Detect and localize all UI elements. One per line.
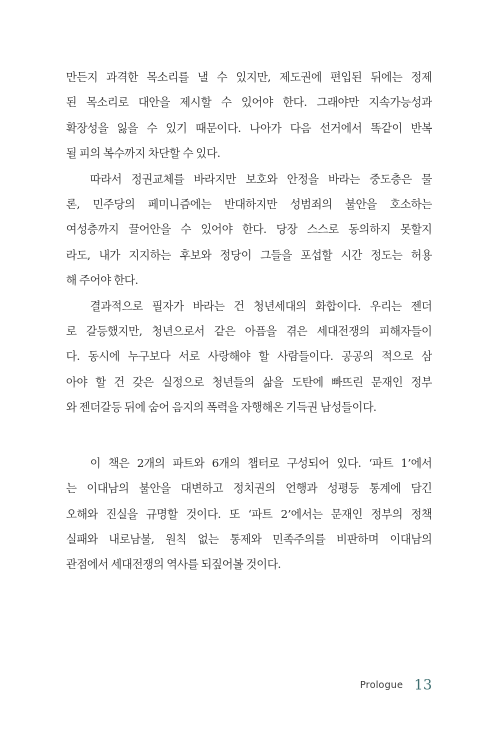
text-line: 해 주어야 한다. [66,274,139,288]
text-line: 여성층까지 끌어안을 수 있어야 한다. 당장 스스로 동의하지 못할지 [66,223,432,237]
page-number: 13 [414,677,432,694]
text-line: 실패와 내로남불, 원칙 없는 통제와 민족주의를 비판하며 이대남의 [66,532,432,546]
text-line: 라도, 내가 지지하는 후보와 정당이 그들을 포섭할 시간 정도는 허용 [66,248,432,262]
text-line: 론, 민주당의 페미니즘에는 반대하지만 성범죄의 불안을 호소하는 [66,198,432,212]
text-line: 아야 할 건 갖은 실정으로 청년들의 삶을 도탄에 빠뜨린 문재인 정부 [66,375,432,389]
text-line: 이 책은 2개의 파트와 6개의 챕터로 구성되어 있다. ‘파트 1’에서 [90,456,432,470]
text-line: 오해와 진실을 규명할 것이다. 또 ‘파트 2’에서는 문재인 정부의 정책 [66,507,432,521]
text-line: 될 피의 복수까지 차단할 수 있다. [66,147,221,161]
page-footer [0,675,432,694]
text-line: 따라서 정권교체를 바라지만 보호와 안정을 바라는 중도층은 물 [90,172,432,186]
text-line: 로 갈등했지만, 청년으로서 같은 아픔을 겪은 세대전쟁의 피해자들이 [66,325,432,339]
text-line: 확장성을 잃을 수 있기 때문이다. 나아가 다음 선거에서 똑같이 반복 [66,121,432,135]
paragraph-1 [66,65,432,167]
text-line: 결과적으로 필자가 바라는 건 청년세대의 화합이다. 우리는 젠더 [90,299,432,313]
paragraph-4 [66,451,432,578]
paragraph-3 [66,294,432,421]
text-line: 된 목소리로 대안을 제시할 수 있어야 한다. 그래야만 지속가능성과 [66,96,432,110]
running-footer-label: Prologue [360,680,404,691]
paragraph-2 [66,167,432,294]
text-line: 와 젠더갈등 뒤에 숨어 음지의 폭력을 자행해온 기득권 남성들이다. [66,401,377,415]
text-line: 만든지 과격한 목소리를 낼 수 있지만, 제도권에 편입된 뒤에는 정제 [66,71,432,84]
text-line: 관점에서 세대전쟁의 역사를 되짚어볼 것이다. [66,558,281,572]
body-text [66,65,432,578]
text-line: 다. 동시에 누구보다 서로 사랑해야 할 사람들이다. 공공의 적으로 삼 [66,350,432,364]
text-line: 는 이대남의 불안을 대변하고 정치권의 언행과 성평등 통계에 담긴 [66,482,432,496]
